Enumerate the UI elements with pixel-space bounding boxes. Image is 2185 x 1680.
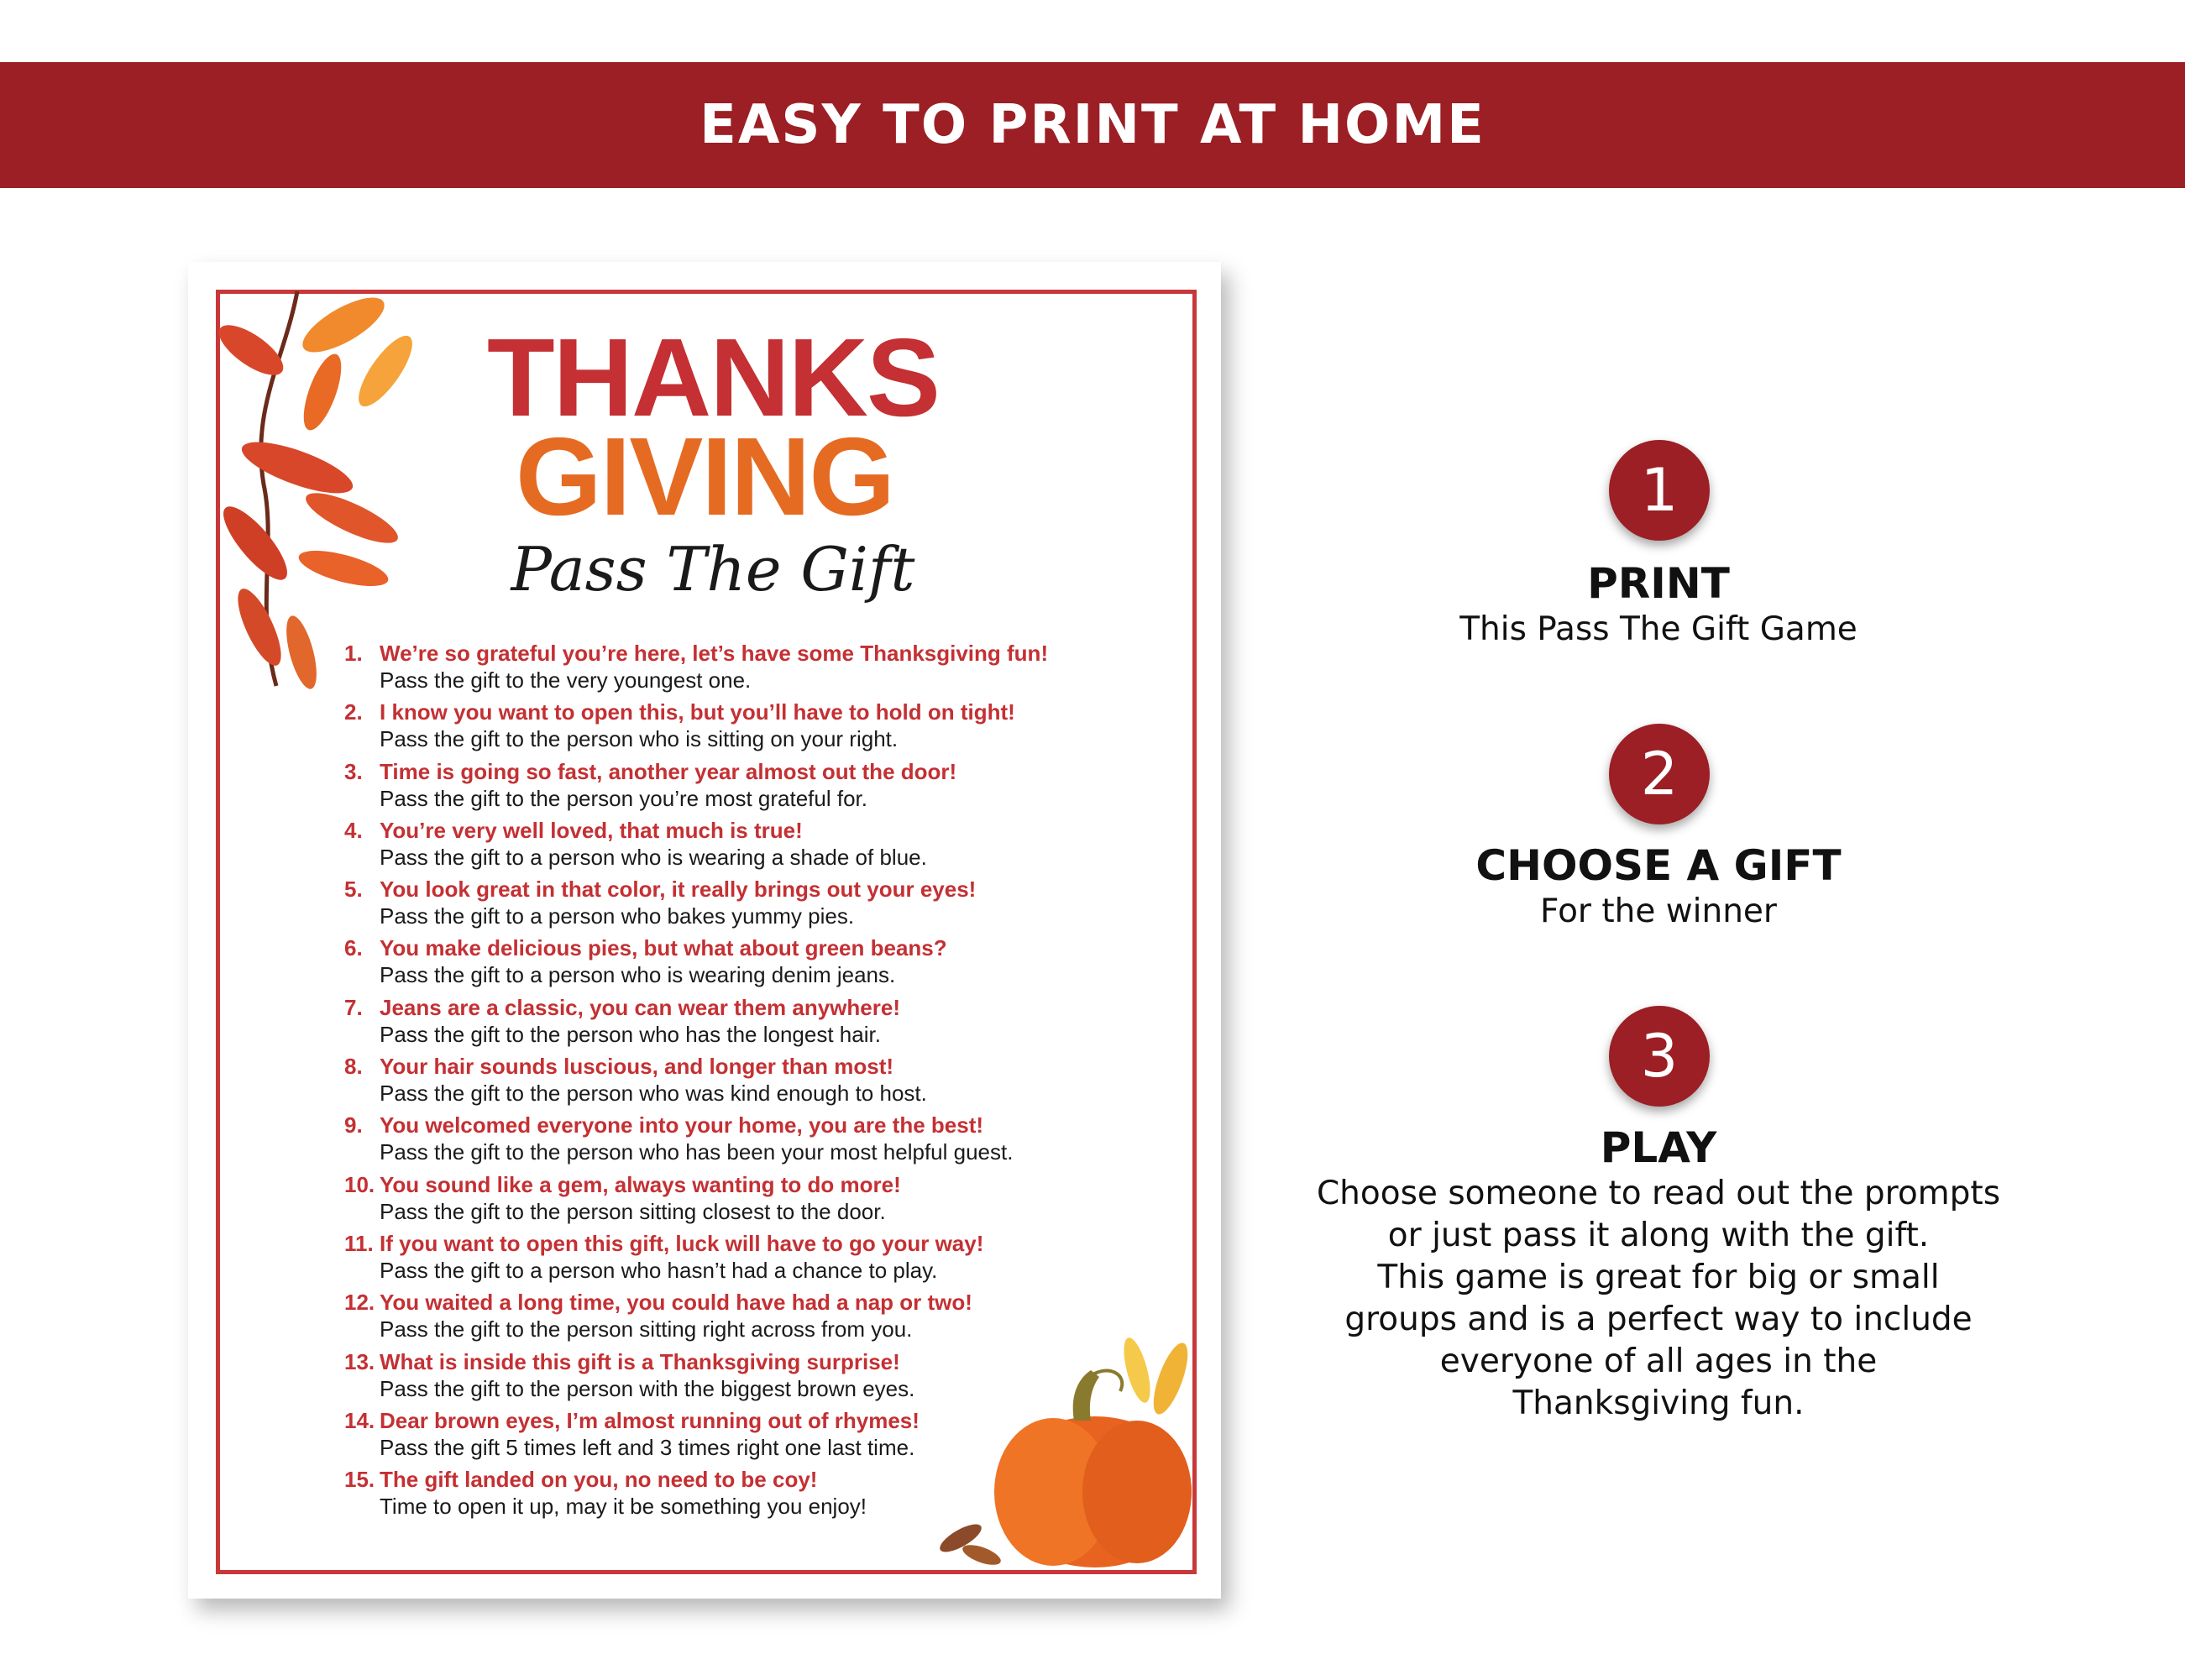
prompt-rhyme: I know you want to open this, but you’ll have to hold on tight!: [380, 699, 1015, 725]
step-description-line: For the winner: [1540, 892, 1777, 930]
prompt-item: [344, 817, 1100, 876]
prompt-number: 5.: [344, 877, 363, 903]
prompt-number: 1.: [344, 641, 363, 666]
prompt-item: [344, 1466, 1100, 1525]
step-description-line: This game is great for big or small: [1377, 1259, 1940, 1296]
prompt-number: 10.: [344, 1171, 375, 1197]
prompt-rhyme: Your hair sounds luscious, and longer than most!: [380, 1054, 894, 1080]
step-description-line: groups and is a perfect way to include: [1344, 1301, 1973, 1338]
prompt-item: [344, 1171, 1100, 1230]
printable-sheet-preview: [188, 262, 1221, 1599]
prompt-number: 6.: [344, 935, 363, 961]
prompt-instruction: Pass the gift to a person who is wearing denim jeans.: [380, 962, 896, 988]
prompt-instruction: Pass the gift to the person who has been your most helpful guest.: [380, 1139, 1014, 1165]
prompt-item: [344, 1407, 1100, 1466]
step-description-line: everyone of all ages in the: [1439, 1342, 1878, 1380]
prompt-instruction: Pass the gift to the person with the biggest brown eyes.: [380, 1375, 915, 1401]
prompt-rhyme: If you want to open this gift, luck will have to go your way!: [380, 1230, 984, 1256]
prompt-item: [344, 699, 1100, 757]
prompt-item: [344, 1053, 1100, 1112]
prompt-rhyme: You waited a long time, you could have had a nap or two!: [380, 1290, 972, 1316]
prompt-number: 7.: [344, 994, 363, 1020]
prompt-number: 9.: [344, 1112, 363, 1138]
prompt-instruction: Pass the gift to the person who was kind enough to host.: [380, 1081, 927, 1107]
step-description: [1260, 609, 2057, 651]
prompt-item: [344, 994, 1100, 1053]
prompt-instruction: Time to open it up, may it be something you enjoy!: [380, 1494, 867, 1520]
prompt-instruction: Pass the gift to a person who bakes yummy pies.: [380, 903, 855, 929]
prompt-rhyme: You’re very well loved, that much is true!: [380, 817, 803, 843]
banner-title: EASY TO PRINT AT HOME: [700, 94, 1485, 156]
step-title: PLAY: [1600, 1123, 1717, 1172]
step-title: CHOOSE A GIFT: [1475, 841, 1842, 890]
prompt-rhyme: You make delicious pies, but what about green beans?: [380, 935, 947, 961]
prompt-rhyme: What is inside this gift is a Thanksgiving surprise!: [380, 1348, 900, 1374]
prompt-number: 4.: [344, 817, 363, 843]
prompt-rhyme: The gift landed on you, no need to be coy!: [380, 1467, 818, 1493]
prompt-instruction: Pass the gift to the person you’re most grateful for.: [380, 785, 867, 811]
prompt-number: 11.: [344, 1230, 374, 1256]
prompt-instruction: Pass the gift to the person who has the longest hair.: [380, 1021, 881, 1047]
step-description: [1260, 1173, 2057, 1425]
prompt-number: 12.: [344, 1290, 375, 1316]
prompt-number: 3.: [344, 758, 363, 784]
prompt-item: [344, 1289, 1100, 1348]
step-description-line: This Pass The Gift Game: [1459, 610, 1858, 648]
prompt-rhyme: Jeans are a classic, you can wear them anywhere!: [380, 994, 900, 1020]
prompt-item: [344, 1112, 1100, 1170]
prompt-list: [344, 640, 1100, 1525]
prompt-number: 15.: [344, 1467, 375, 1493]
step-description: [1260, 891, 2057, 933]
header-banner: [0, 62, 2185, 188]
sheet-title-giving: GIVING: [515, 415, 894, 538]
prompt-instruction: Pass the gift to the very youngest one.: [380, 667, 752, 693]
prompt-item: [344, 876, 1100, 934]
step-description-line: Choose someone to read out the prompts: [1316, 1175, 2001, 1212]
prompt-rhyme: Dear brown eyes, I’m almost running out of rhymes!: [380, 1407, 920, 1433]
prompt-item: [344, 1230, 1100, 1289]
prompt-number: 8.: [344, 1054, 363, 1080]
prompt-item: [344, 640, 1100, 699]
prompt-instruction: Pass the gift to the person sitting right across from you.: [380, 1316, 913, 1342]
prompt-rhyme: You sound like a gem, always wanting to do more!: [380, 1171, 901, 1197]
prompt-number: 14.: [344, 1407, 375, 1433]
prompt-item: [344, 1348, 1100, 1407]
prompt-instruction: Pass the gift to the person sitting closest to the door.: [380, 1198, 886, 1224]
prompt-instruction: Pass the gift to a person who is wearing a shade of blue.: [380, 844, 927, 870]
prompt-rhyme: You look great in that color, it really brings out your eyes!: [380, 877, 977, 903]
prompt-item: [344, 934, 1100, 993]
step-number-badge: 3: [1609, 1006, 1710, 1107]
prompt-item: [344, 758, 1100, 817]
sheet-title-thanks: THANKS: [487, 316, 939, 439]
prompt-instruction: Pass the gift to the person who is sitting on your right.: [380, 726, 899, 752]
prompt-rhyme: You welcomed everyone into your home, you are the best!: [380, 1112, 984, 1138]
prompt-rhyme: Time is going so fast, another year almost out the door!: [380, 758, 957, 784]
step-number-badge: 1: [1609, 440, 1710, 541]
step-description-line: Thanksgiving fun.: [1512, 1384, 1805, 1422]
prompt-number: 2.: [344, 699, 363, 725]
prompt-instruction: Pass the gift to a person who hasn’t had a chance to play.: [380, 1257, 938, 1283]
prompt-rhyme: We’re so grateful you’re here, let’s have some Thanksgiving fun!: [380, 641, 1049, 666]
step-description-line: or just pass it along with the gift.: [1387, 1217, 1930, 1254]
step-title: PRINT: [1587, 559, 1730, 608]
sheet-subtitle: Pass The Gift: [511, 534, 915, 604]
step-number-badge: 2: [1609, 724, 1710, 824]
prompt-instruction: Pass the gift 5 times left and 3 times right one last time.: [380, 1434, 915, 1460]
prompt-number: 13.: [344, 1348, 375, 1374]
